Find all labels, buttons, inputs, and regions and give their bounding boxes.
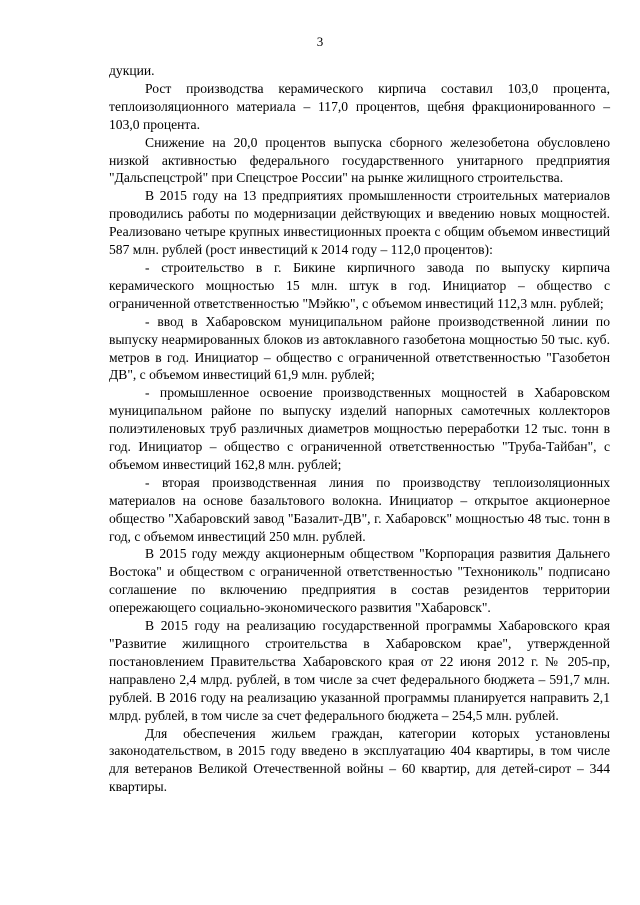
- paragraph-modernization: В 2015 году на 13 предприятиях промышленности строительных материалов проводились работы по модернизации действующих и введению новых мощностей. Реализовано четыре крупных инвестиционных проекта с общим объемом инвестиций 587 млн. рублей (рост инвестиций к 2014 году – 112,0 процентов):: [109, 188, 610, 258]
- list-item-gas-concrete-line: - ввод в Хабаровском муниципальном районе производственной линии по выпуску неармированных блоков из автоклавного газобетона мощностью 50 тыс. куб. метров в год. Инициатор – общество с ограниченной ответственностью "Газобетон ДВ", с объемом инвестиций 61,9 млн. рублей;: [109, 313, 610, 383]
- paragraph-housing-provision: Для обеспечения жильем граждан, категории которых установлены законодательством, в 2015 году введено в эксплуатацию 404 квартиры, в том числе для ветеранов Великой Отечественной войны – 60 квартир, для детей-сирот – 344 квартиры.: [109, 725, 610, 795]
- document-body: [109, 62, 610, 796]
- list-item-brick-plant: - строительство в г. Бикине кирпичного завода по выпуску кирпича керамического мощностью 15 млн. штук в год. Инициатор – общество с ограниченной ответственностью "Мэйкю", с объемом инвестиций 112,3 млн. рублей;: [109, 259, 610, 311]
- paragraph-continuation: дукции.: [109, 63, 155, 78]
- paragraph-housing-program: В 2015 году на реализацию государственной программы Хабаровского края "Развитие жилищного строительства в Хабаровском крае", утвержденной постановлением Правительства Хабаровского края от 22 июня 2012 г. № 205-пр, направлено 2,4 млрд. рублей, в том числе за счет федерального бюджета – 591,7 млн. рублей. В 2016 году на реализацию указанной программы планируется направить 2,1 млрд. рублей, в том числе за счет федерального бюджета – 254,5 млн. рублей.: [109, 618, 610, 723]
- list-item-pipe-production: - промышленное освоение производственных мощностей в Хабаровском муниципальном районе по выпуску изделий напорных самотечных коллекторов полиэтиленовых труб различных диаметров мощностью переработки 12 тыс. тонн в год. Инициатор – общество с ограниченной ответственностью "Труба-Тайбан", с объемом инвестиций 162,8 млн. рублей;: [109, 385, 610, 472]
- paragraph-agreement: В 2015 году между акционерным обществом "Корпорация развития Дальнего Востока" и обществом с ограниченной ответственностью "Технониколь" подписано соглашение по включению предприятия в состав резидентов территории опережающего социально-экономического развития "Хабаровск".: [109, 546, 610, 616]
- page-number: 3: [316, 34, 324, 49]
- paragraph-concrete-decline: Снижение на 20,0 процентов выпуска сборного железобетона обусловлено низкой активностью федерального государственного унитарного предприятия "Дальспецстрой" при Спецстрое России" на рынке жилищного строительства.: [109, 134, 610, 186]
- list-item-basalt-line: - вторая производственная линия по производству теплоизоляционных материалов на основе базальтового волокна. Инициатор – открытое акционерное общество "Хабаровский завод "Базалит-ДВ", г. Хабаровск" мощностью 48 тыс. тонн в год, с объемом инвестиций 250 млн. рублей.: [109, 474, 610, 544]
- paragraph-production-growth: Рост производства керамического кирпича составил 103,0 процента, теплоизоляционного материала – 117,0 процентов, щебня фракционированного – 103,0 процента.: [109, 80, 610, 132]
